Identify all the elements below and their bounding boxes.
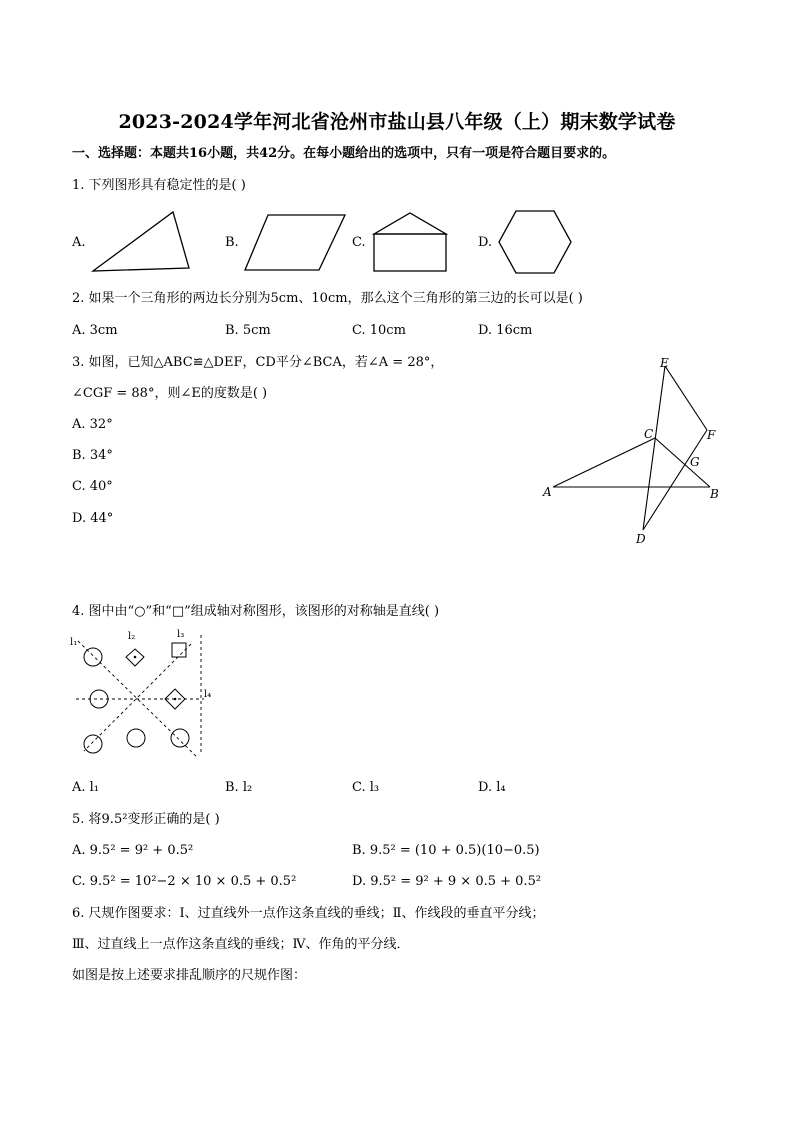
q2-stem: 2. 如果一个三角形的两边长分别为5cm、10cm，那么这个三角形的第三边的长可以是( ) bbox=[72, 291, 583, 306]
q5-stem: 5. 将9.5²变形正确的是( ) bbox=[72, 812, 220, 827]
q4-option-d: D. l₄ bbox=[478, 780, 506, 795]
q1-parallelogram-figure bbox=[242, 212, 348, 274]
q4-option-b: B. l₂ bbox=[225, 780, 253, 795]
q3-point-e: E bbox=[660, 356, 669, 370]
q2-option-c: C. 10cm bbox=[352, 323, 406, 338]
q1-triangle-figure bbox=[88, 208, 194, 276]
q1-option-a-label: A. bbox=[72, 235, 86, 250]
q1-option-d-label: D. bbox=[478, 235, 493, 250]
q5-option-c: C. 9.5² = 10²−2 × 10 × 0.5 + 0.5² bbox=[72, 874, 297, 889]
section-heading: 一、选择题：本题共16小题，共42分。在每小题给出的选项中，只有一项是符合题目要求的。 bbox=[72, 146, 616, 161]
q3-option-a: A. 32° bbox=[72, 417, 113, 432]
q3-point-a: A bbox=[543, 485, 552, 499]
q3-point-g: G bbox=[690, 455, 700, 469]
q1-option-c-label: C. bbox=[352, 235, 366, 250]
q3-stem-line1: 3. 如图，已知△ABC≌△DEF，CD平分∠BCA，若∠A = 28°， bbox=[72, 355, 444, 370]
q4-axis-label-l3: l₃ bbox=[177, 629, 185, 640]
q3-option-b: B. 34° bbox=[72, 448, 113, 463]
q5-option-a: A. 9.5² = 9² + 0.5² bbox=[72, 843, 194, 858]
q3-option-d: D. 44° bbox=[72, 511, 114, 526]
q4-symmetry-figure bbox=[66, 626, 226, 768]
page-title: 2023-2024学年河北省沧州市盐山县八年级（上）期末数学试卷 bbox=[118, 111, 676, 133]
q3-point-c: C bbox=[644, 427, 654, 441]
q4-axis-label-l1: l₁ bbox=[70, 637, 78, 648]
q3-option-c: C. 40° bbox=[72, 479, 113, 494]
q5-option-b: B. 9.5² = (10 + 0.5)(10−0.5) bbox=[352, 843, 540, 858]
q3-point-d: D bbox=[636, 532, 646, 546]
q4-option-c: C. l₃ bbox=[352, 780, 380, 795]
q1-house-figure bbox=[370, 209, 450, 275]
q2-option-d: D. 16cm bbox=[478, 323, 533, 338]
q3-geometry-figure bbox=[535, 350, 730, 550]
q2-option-a: A. 3cm bbox=[72, 323, 118, 338]
q1-option-b-label: B. bbox=[225, 235, 239, 250]
q4-stem: 4. 图中由“○”和“□”组成轴对称图形，该图形的对称轴是直线( ) bbox=[72, 604, 440, 619]
q4-axis-label-l2: l₂ bbox=[128, 631, 136, 642]
q5-option-d: D. 9.5² = 9² + 9 × 0.5 + 0.5² bbox=[352, 874, 542, 889]
q1-hexagon-figure bbox=[496, 208, 574, 276]
q3-point-f: F bbox=[707, 428, 716, 442]
q6-line2: Ⅲ、过直线上一点作这条直线的垂线；Ⅳ、作角的平分线． bbox=[72, 937, 410, 952]
q4-axis-label-l4: l₄ bbox=[204, 689, 212, 700]
q3-stem-line2: ∠CGF = 88°，则∠E的度数是( ) bbox=[72, 386, 268, 401]
q4-option-a: A. l₁ bbox=[72, 780, 100, 795]
q6-line1: 6. 尺规作图要求：Ⅰ、过直线外一点作这条直线的垂线；Ⅱ、作线段的垂直平分线； bbox=[72, 906, 545, 921]
q2-option-b: B. 5cm bbox=[225, 323, 271, 338]
q3-point-b: B bbox=[710, 487, 719, 501]
q6-line3: 如图是按上述要求排乱顺序的尺规作图： bbox=[72, 968, 307, 983]
q1-stem: 1. 下列图形具有稳定性的是( ) bbox=[72, 178, 246, 193]
